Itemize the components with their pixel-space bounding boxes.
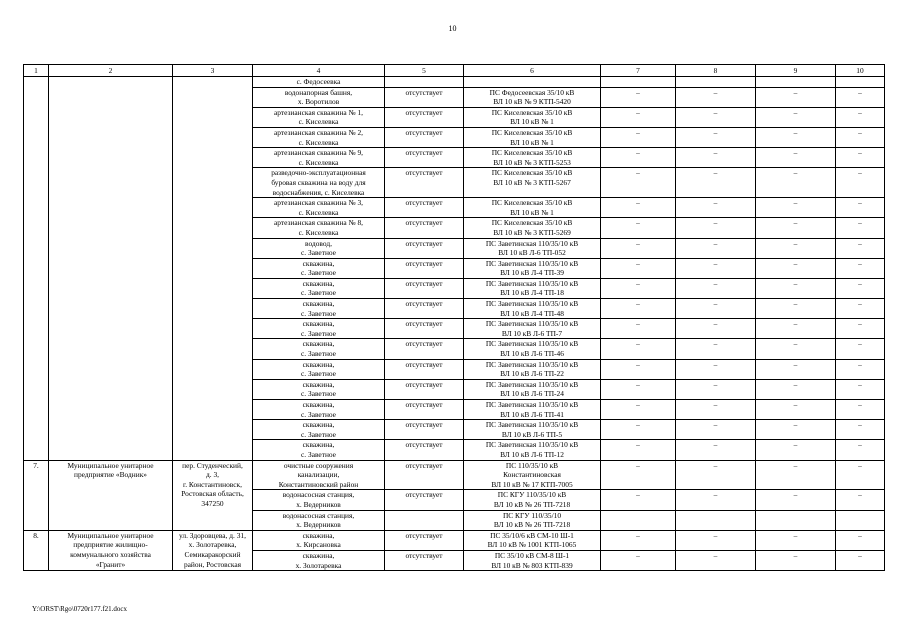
organization-cell: Муниципальное унитарное предприятие «Водник»: [49, 460, 173, 530]
table-header-row: [24, 65, 885, 77]
value-cell-10: –: [836, 127, 885, 147]
footer-file-path: Y:\ORST\Rgo\0720r177.f21.docx: [32, 605, 128, 613]
value-cell-10: –: [836, 440, 885, 460]
value-cell-9: –: [756, 258, 836, 278]
status-cell: отсутствует: [385, 238, 464, 258]
column-header-6: 6: [464, 65, 601, 77]
value-cell-10: –: [836, 400, 885, 420]
value-cell-10: –: [836, 148, 885, 168]
value-cell-9: –: [756, 107, 836, 127]
value-cell-8: –: [676, 107, 756, 127]
supply-source-cell: ПС Заветинская 110/35/10 кВ ВЛ 10 кВ Л-6 ТП-7: [464, 319, 601, 339]
value-cell-7: –: [601, 258, 676, 278]
value-cell-8: –: [676, 460, 756, 490]
value-cell-8: –: [676, 319, 756, 339]
value-cell-7: –: [601, 400, 676, 420]
value-cell-10: –: [836, 460, 885, 490]
supply-source-cell: ПС 35/10/6 кВ СМ-10 Ш-1 ВЛ 10 кВ № 1001 КТП-1065: [464, 530, 601, 550]
value-cell-10: –: [836, 299, 885, 319]
value-cell-9: –: [756, 127, 836, 147]
value-cell-7: –: [601, 127, 676, 147]
value-cell-7: –: [601, 440, 676, 460]
object-cell: скважина, х. Кирсановка: [253, 530, 385, 550]
value-cell-9: –: [756, 420, 836, 440]
status-cell: отсутствует: [385, 258, 464, 278]
value-cell-9: –: [756, 339, 836, 359]
value-cell-10: –: [836, 168, 885, 198]
supply-source-cell: ПС Киселевская 35/10 кВ ВЛ 10 кВ № 3 КТП-5267: [464, 168, 601, 198]
value-cell-8: –: [676, 238, 756, 258]
status-cell: отсутствует: [385, 278, 464, 298]
status-cell: отсутствует: [385, 87, 464, 107]
value-cell-7: –: [601, 379, 676, 399]
status-cell: отсутствует: [385, 440, 464, 460]
supply-source-cell: ПС Киселевская 35/10 кВ ВЛ 10 кВ № 3 КТП-5253: [464, 148, 601, 168]
status-cell: отсутствует: [385, 339, 464, 359]
object-cell: скважина, х. Золотаревка: [253, 550, 385, 570]
value-cell-10: –: [836, 319, 885, 339]
column-header-4: 4: [253, 65, 385, 77]
row-number-cell: 7.: [24, 460, 49, 530]
value-cell-9: –: [756, 440, 836, 460]
column-header-2: 2: [49, 65, 173, 77]
value-cell-7: –: [601, 107, 676, 127]
value-cell-7: –: [601, 238, 676, 258]
object-cell: водовод, с. Заветное: [253, 238, 385, 258]
value-cell-8: [676, 77, 756, 88]
energy-objects-table: [23, 64, 885, 571]
supply-source-cell: ПС КГУ 110/35/10 ВЛ 10 кВ № 26 ТП-7218: [464, 510, 601, 530]
page-number: 10: [448, 24, 457, 33]
value-cell-7: –: [601, 460, 676, 490]
value-cell-9: –: [756, 490, 836, 510]
supply-source-cell: ПС Заветинская 110/35/10 кВ ВЛ 10 кВ Л-6 ТП-22: [464, 359, 601, 379]
object-cell: водонасосная станция, х. Ведерников: [253, 510, 385, 530]
value-cell-10: –: [836, 379, 885, 399]
supply-source-cell: ПС Киселевская 35/10 кВ ВЛ 10 кВ № 3 КТП-5269: [464, 218, 601, 238]
supply-source-cell: ПС Киселевская 35/10 кВ ВЛ 10 кВ № 1: [464, 127, 601, 147]
object-cell: скважина, с. Заветное: [253, 420, 385, 440]
value-cell-8: –: [676, 420, 756, 440]
status-cell: отсутствует: [385, 198, 464, 218]
supply-source-cell: ПС Киселевская 35/10 кВ ВЛ 10 кВ № 1: [464, 198, 601, 218]
status-cell: отсутствует: [385, 299, 464, 319]
object-cell: разведочно-эксплуатационная буровая скважина на воду для водоснабжения, с. Киселевка: [253, 168, 385, 198]
value-cell-9: –: [756, 319, 836, 339]
value-cell-8: –: [676, 400, 756, 420]
value-cell-9: –: [756, 550, 836, 570]
value-cell-7: –: [601, 87, 676, 107]
value-cell-7: [601, 77, 676, 88]
value-cell-8: –: [676, 440, 756, 460]
value-cell-8: –: [676, 278, 756, 298]
value-cell-8: –: [676, 87, 756, 107]
supply-source-cell: ПС Заветинская 110/35/10 кВ ВЛ 10 кВ Л-4 ТП-39: [464, 258, 601, 278]
supply-source-cell: ПС Федосеевская 35/10 кВ ВЛ 10 кВ № 9 КТП-5420: [464, 87, 601, 107]
status-cell: отсутствует: [385, 460, 464, 490]
object-cell: водонапорная башня, х. Воротилов: [253, 87, 385, 107]
organization-cell: [49, 77, 173, 461]
object-cell: скважина, с. Заветное: [253, 440, 385, 460]
value-cell-7: –: [601, 490, 676, 510]
status-cell: отсутствует: [385, 530, 464, 550]
supply-source-cell: ПС Заветинская 110/35/10 кВ ВЛ 10 кВ Л-4 ТП-48: [464, 299, 601, 319]
value-cell-8: [676, 510, 756, 530]
value-cell-8: –: [676, 127, 756, 147]
value-cell-10: –: [836, 238, 885, 258]
value-cell-7: –: [601, 299, 676, 319]
value-cell-10: [836, 510, 885, 530]
value-cell-7: –: [601, 278, 676, 298]
object-cell: водонасосная станция, х. Ведерников: [253, 490, 385, 510]
address-cell: ул. Здоровцева, д. 31, х. Золотаревка, Семикаракорский район, Ростовская: [173, 530, 253, 570]
value-cell-8: –: [676, 379, 756, 399]
object-cell: скважина, с. Заветное: [253, 299, 385, 319]
value-cell-9: –: [756, 198, 836, 218]
value-cell-8: –: [676, 168, 756, 198]
column-header-9: 9: [756, 65, 836, 77]
address-cell: [173, 77, 253, 461]
object-cell: скважина, с. Заветное: [253, 319, 385, 339]
value-cell-8: –: [676, 550, 756, 570]
value-cell-10: –: [836, 258, 885, 278]
supply-source-cell: ПС Заветинская 110/35/10 кВ ВЛ 10 кВ Л-6 ТП-24: [464, 379, 601, 399]
value-cell-10: –: [836, 339, 885, 359]
column-header-1: 1: [24, 65, 49, 77]
table-row: [24, 460, 885, 490]
status-cell: отсутствует: [385, 127, 464, 147]
supply-source-cell: ПС Заветинская 110/35/10 кВ ВЛ 10 кВ Л-6 ТП-12: [464, 440, 601, 460]
supply-source-cell: ПС Заветинская 110/35/10 кВ ВЛ 10 кВ Л-6 ТП-46: [464, 339, 601, 359]
column-header-5: 5: [385, 65, 464, 77]
table-row: [24, 77, 885, 88]
status-cell: отсутствует: [385, 107, 464, 127]
value-cell-10: –: [836, 490, 885, 510]
value-cell-10: –: [836, 107, 885, 127]
value-cell-9: [756, 77, 836, 88]
object-cell: артезианская скважина № 8, с. Киселевка: [253, 218, 385, 238]
object-cell: скважина, с. Заветное: [253, 400, 385, 420]
value-cell-7: –: [601, 359, 676, 379]
value-cell-7: –: [601, 550, 676, 570]
object-cell: скважина, с. Заветное: [253, 379, 385, 399]
object-cell: скважина, с. Заветное: [253, 339, 385, 359]
value-cell-7: –: [601, 198, 676, 218]
value-cell-10: –: [836, 198, 885, 218]
supply-source-cell: ПС Заветинская 110/35/10 кВ ВЛ 10 кВ Л-6 ТП-41: [464, 400, 601, 420]
address-cell: пер. Студенческий, д. 3, г. Константиновск, Ростовская область, 347250: [173, 460, 253, 530]
row-number-cell: [24, 77, 49, 461]
value-cell-9: [756, 510, 836, 530]
value-cell-9: –: [756, 168, 836, 198]
value-cell-9: –: [756, 218, 836, 238]
column-header-8: 8: [676, 65, 756, 77]
value-cell-8: –: [676, 198, 756, 218]
object-cell: артезианская скважина № 2, с. Киселевка: [253, 127, 385, 147]
status-cell: отсутствует: [385, 218, 464, 238]
table-row: [24, 530, 885, 550]
value-cell-9: –: [756, 379, 836, 399]
status-cell: отсутствует: [385, 379, 464, 399]
value-cell-7: –: [601, 218, 676, 238]
supply-source-cell: ПС КГУ 110/35/10 кВ ВЛ 10 кВ № 26 ТП-7218: [464, 490, 601, 510]
object-cell: скважина, с. Заветное: [253, 359, 385, 379]
status-cell: [385, 510, 464, 530]
value-cell-10: –: [836, 278, 885, 298]
status-cell: отсутствует: [385, 420, 464, 440]
object-cell: скважина, с. Заветное: [253, 258, 385, 278]
row-number-cell: 8.: [24, 530, 49, 570]
status-cell: отсутствует: [385, 148, 464, 168]
supply-source-cell: ПС Киселевская 35/10 кВ ВЛ 10 кВ № 1: [464, 107, 601, 127]
value-cell-10: –: [836, 530, 885, 550]
status-cell: отсутствует: [385, 550, 464, 570]
value-cell-9: –: [756, 278, 836, 298]
value-cell-7: –: [601, 339, 676, 359]
value-cell-10: –: [836, 218, 885, 238]
supply-source-cell: ПС Заветинская 110/35/10 кВ ВЛ 10 кВ Л-6 ТП-052: [464, 238, 601, 258]
value-cell-9: –: [756, 359, 836, 379]
value-cell-8: –: [676, 218, 756, 238]
table-body: [24, 77, 885, 571]
value-cell-9: –: [756, 400, 836, 420]
value-cell-10: –: [836, 420, 885, 440]
object-cell: скважина, с. Заветное: [253, 278, 385, 298]
organization-cell: Муниципальное унитарное предприятие жилищно- коммунального хозяйства «Гранит»: [49, 530, 173, 570]
value-cell-10: –: [836, 87, 885, 107]
value-cell-8: –: [676, 490, 756, 510]
value-cell-7: –: [601, 319, 676, 339]
supply-source-cell: [464, 77, 601, 88]
value-cell-9: –: [756, 299, 836, 319]
status-cell: [385, 77, 464, 88]
status-cell: отсутствует: [385, 490, 464, 510]
value-cell-9: –: [756, 87, 836, 107]
value-cell-10: [836, 77, 885, 88]
value-cell-8: –: [676, 299, 756, 319]
value-cell-8: –: [676, 339, 756, 359]
supply-source-cell: ПС Заветинская 110/35/10 кВ ВЛ 10 кВ Л-6 ТП-5: [464, 420, 601, 440]
value-cell-9: –: [756, 238, 836, 258]
value-cell-7: –: [601, 530, 676, 550]
supply-source-cell: ПС 110/35/10 кВ Константиновская ВЛ 10 кВ № 17 КТП-7005: [464, 460, 601, 490]
status-cell: отсутствует: [385, 400, 464, 420]
value-cell-9: –: [756, 148, 836, 168]
status-cell: отсутствует: [385, 168, 464, 198]
value-cell-7: –: [601, 148, 676, 168]
value-cell-8: –: [676, 359, 756, 379]
value-cell-9: –: [756, 530, 836, 550]
status-cell: отсутствует: [385, 359, 464, 379]
value-cell-7: –: [601, 168, 676, 198]
column-header-7: 7: [601, 65, 676, 77]
value-cell-9: –: [756, 460, 836, 490]
supply-source-cell: ПС 35/10 кВ СМ-8 Ш-1 ВЛ 10 кВ № 803 КТП-839: [464, 550, 601, 570]
object-cell: артезианская скважина № 9, с. Киселевка: [253, 148, 385, 168]
value-cell-8: –: [676, 530, 756, 550]
value-cell-10: –: [836, 359, 885, 379]
object-cell: с. Федосеевка: [253, 77, 385, 88]
value-cell-7: [601, 510, 676, 530]
column-header-3: 3: [173, 65, 253, 77]
value-cell-7: –: [601, 420, 676, 440]
supply-source-cell: ПС Заветинская 110/35/10 кВ ВЛ 10 кВ Л-4 ТП-18: [464, 278, 601, 298]
value-cell-8: –: [676, 148, 756, 168]
column-header-10: 10: [836, 65, 885, 77]
object-cell: артезианская скважина № 1, с. Киселевка: [253, 107, 385, 127]
object-cell: очистные сооружения канализации, Константиновский район: [253, 460, 385, 490]
value-cell-8: –: [676, 258, 756, 278]
object-cell: артезианская скважина № 3, с. Киселевка: [253, 198, 385, 218]
value-cell-10: –: [836, 550, 885, 570]
status-cell: отсутствует: [385, 319, 464, 339]
